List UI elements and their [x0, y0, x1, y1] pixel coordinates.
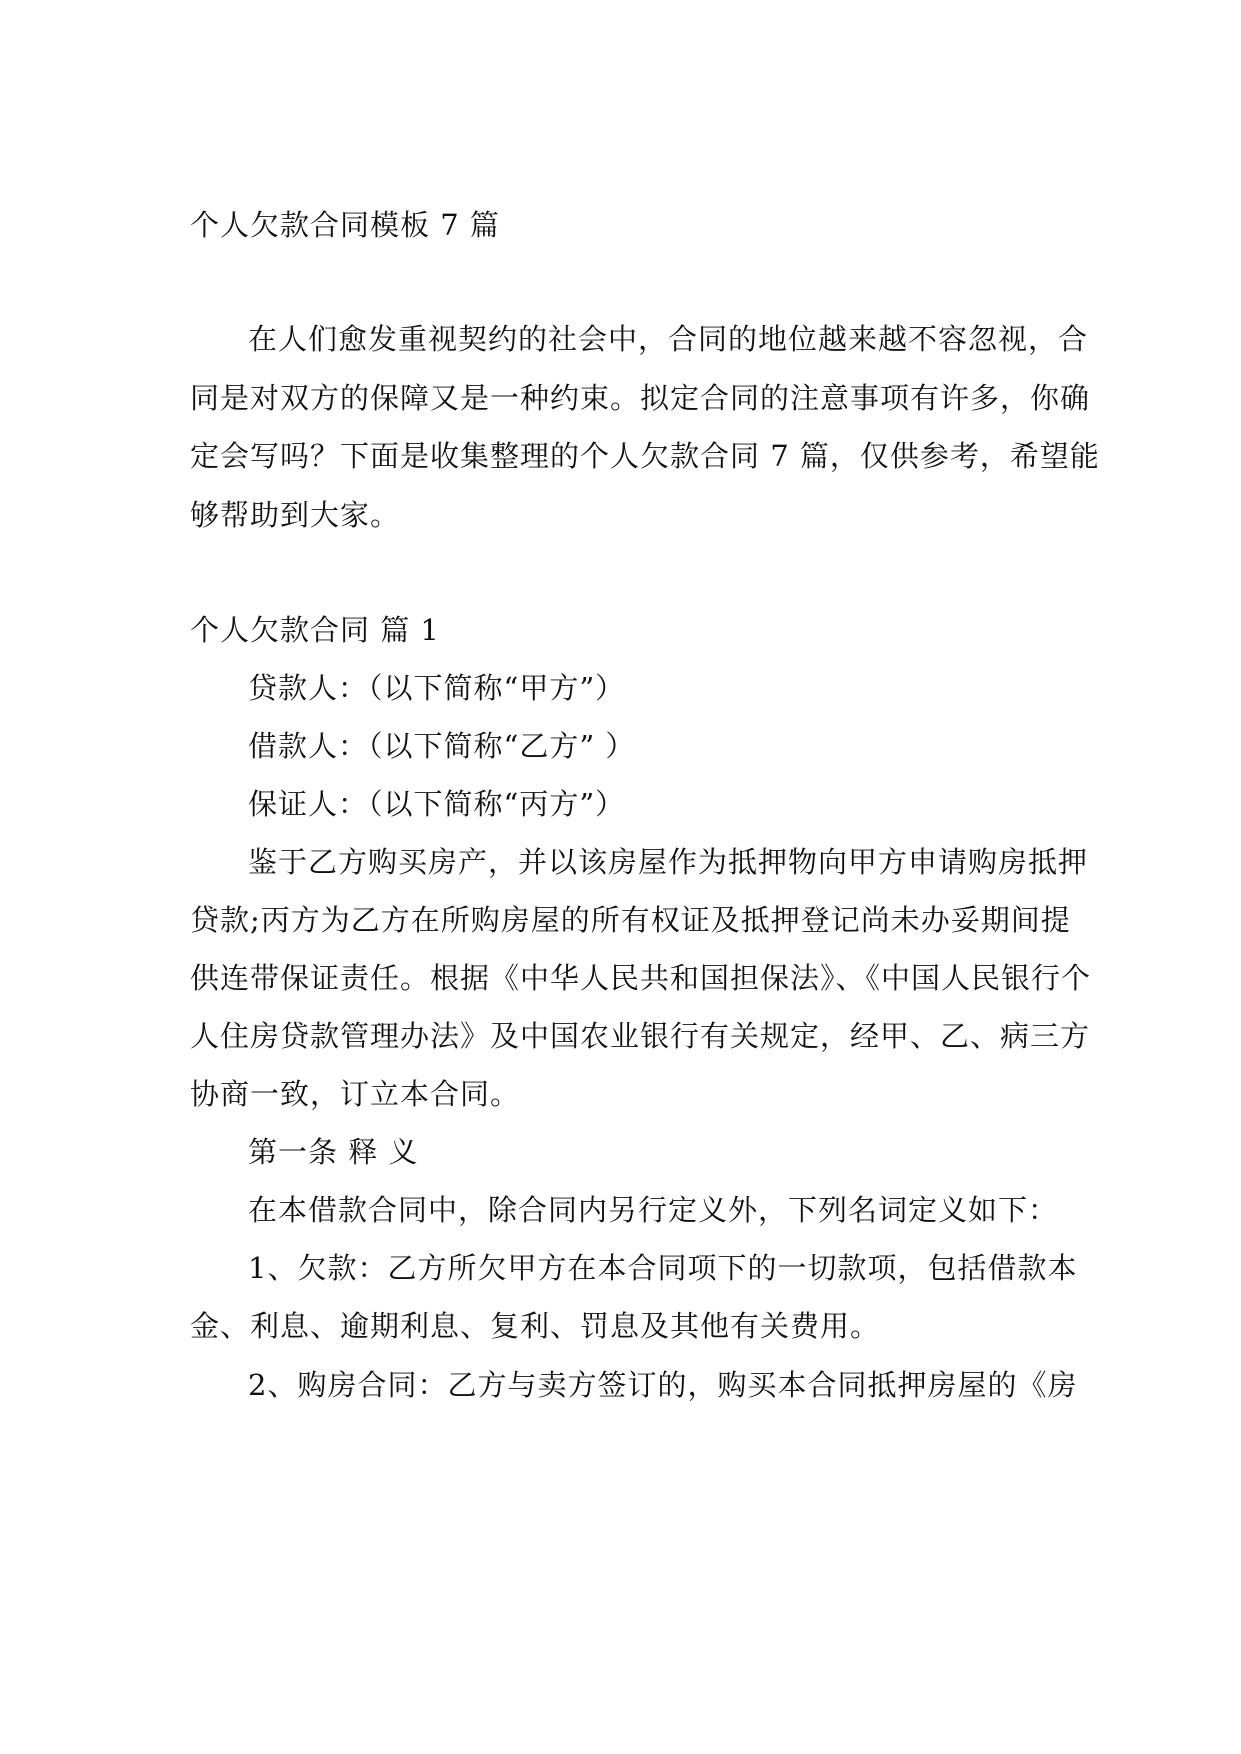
definition-2-line: 2、购房合同：乙方与卖方签订的，购买本合同抵押房屋的《房 [248, 1368, 1078, 1402]
definition-1-line: 1、欠款：乙方所欠甲方在本合同项下的一切款项，包括借款本 [248, 1251, 1078, 1285]
party-lender: 贷款人：（以下简称“甲方”） [248, 671, 626, 705]
definition-1-line: 金、利息、逾期利息、复利、罚息及其他有关费用。 [190, 1309, 881, 1343]
document-title: 个人欠款合同模板 7 篇 [190, 208, 500, 242]
preamble-line: 协商一致，订立本合同。 [190, 1077, 521, 1111]
intro-line: 在人们愈发重视契约的社会中，合同的地位越来越不容忽视，合 [248, 322, 1089, 356]
intro-line: 够帮助到大家。 [190, 498, 401, 532]
preamble-line: 鉴于乙方购买房产，并以该房屋作为抵押物向甲方申请购房抵押 [248, 845, 1089, 879]
party-borrower: 借款人：（以下简称“乙方” ） [248, 729, 636, 763]
party-guarantor: 保证人：（以下简称“丙方”） [248, 787, 626, 821]
article-heading: 第一条 释 义 [248, 1135, 419, 1169]
definitions-intro: 在本借款合同中，除合同内另行定义外，下列名词定义如下： [248, 1193, 1059, 1227]
intro-line: 同是对双方的保障又是一种约束。拟定合同的注意事项有许多，你确 [190, 381, 1091, 415]
preamble-line: 供连带保证责任。根据《中华人民共和国担保法》、《中国人民银行个 [190, 961, 1092, 995]
preamble-line: 贷款;丙方为乙方在所购房屋的所有权证及抵押登记尚未办妥期间提 [190, 903, 1071, 937]
intro-line: 定会写吗？下面是收集整理的个人欠款合同 7 篇，仅供参考，希望能 [190, 439, 1100, 473]
section-heading: 个人欠款合同 篇 1 [190, 613, 440, 647]
preamble-line: 人住房贷款管理办法》及中国农业银行有关规定，经甲、乙、病三方 [190, 1019, 1091, 1053]
